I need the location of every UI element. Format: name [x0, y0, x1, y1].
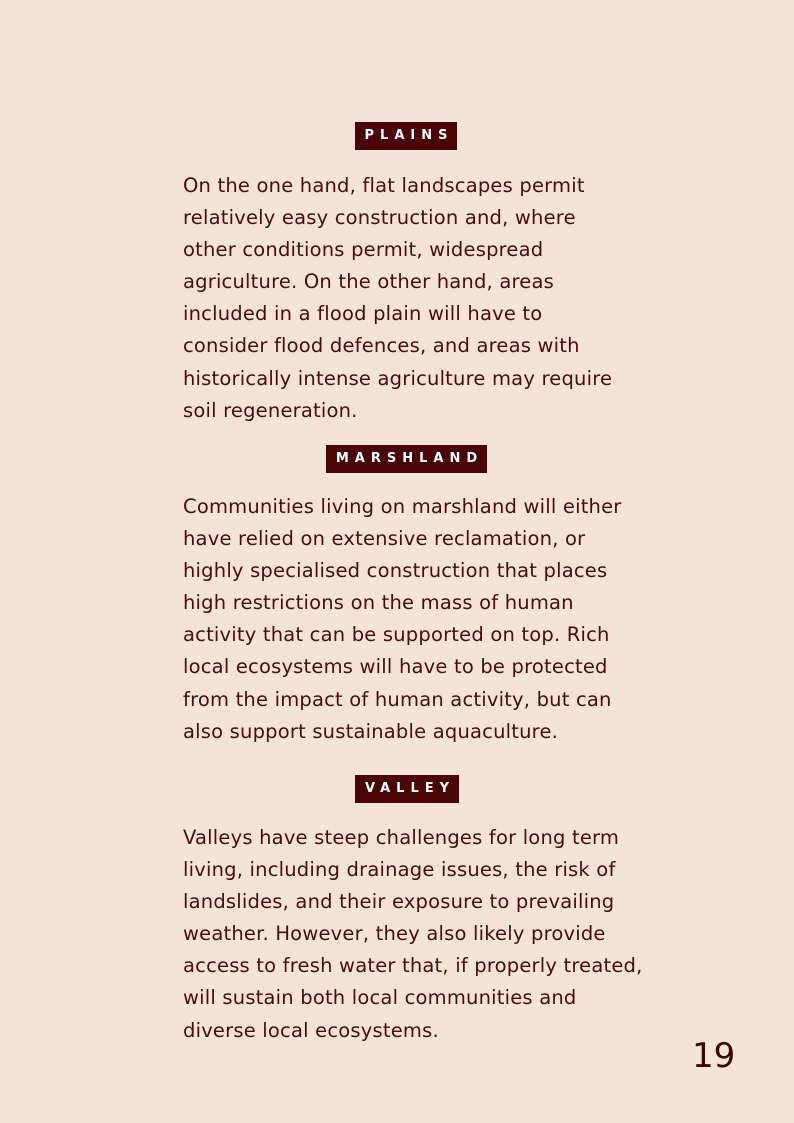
- section-heading-plains: PLAINS: [355, 122, 457, 150]
- section-body-plains: On the one hand, flat landscapes permit relatively easy construction and, where other conditions permit, widespread agriculture. On the other hand, areas included in a flood plain will have to consider flood defences, and areas with historically intense agriculture may require soil regeneration.: [183, 174, 613, 422]
- page-number: 19: [692, 1036, 736, 1076]
- section-heading-valley: VALLEY: [355, 775, 459, 803]
- section-body-marshland: Communities living on marshland will either have relied on extensive reclamation, or highly specialised construction that places high restrictions on the mass of human activity that can be supported on top. Rich local ecosystems will have to be protected from the impact of human activity, but can also support sustainable aquaculture.: [183, 495, 622, 743]
- section-heading-marshland: MARSHLAND: [326, 445, 487, 473]
- section-body-valley: Valleys have steep challenges for long term living, including drainage issues, the risk of landslides, and their exposure to prevailing weather. However, they also likely provide access to fresh water that, if properly treated, will sustain both local communities and diverse local ecosystems.: [183, 826, 643, 1042]
